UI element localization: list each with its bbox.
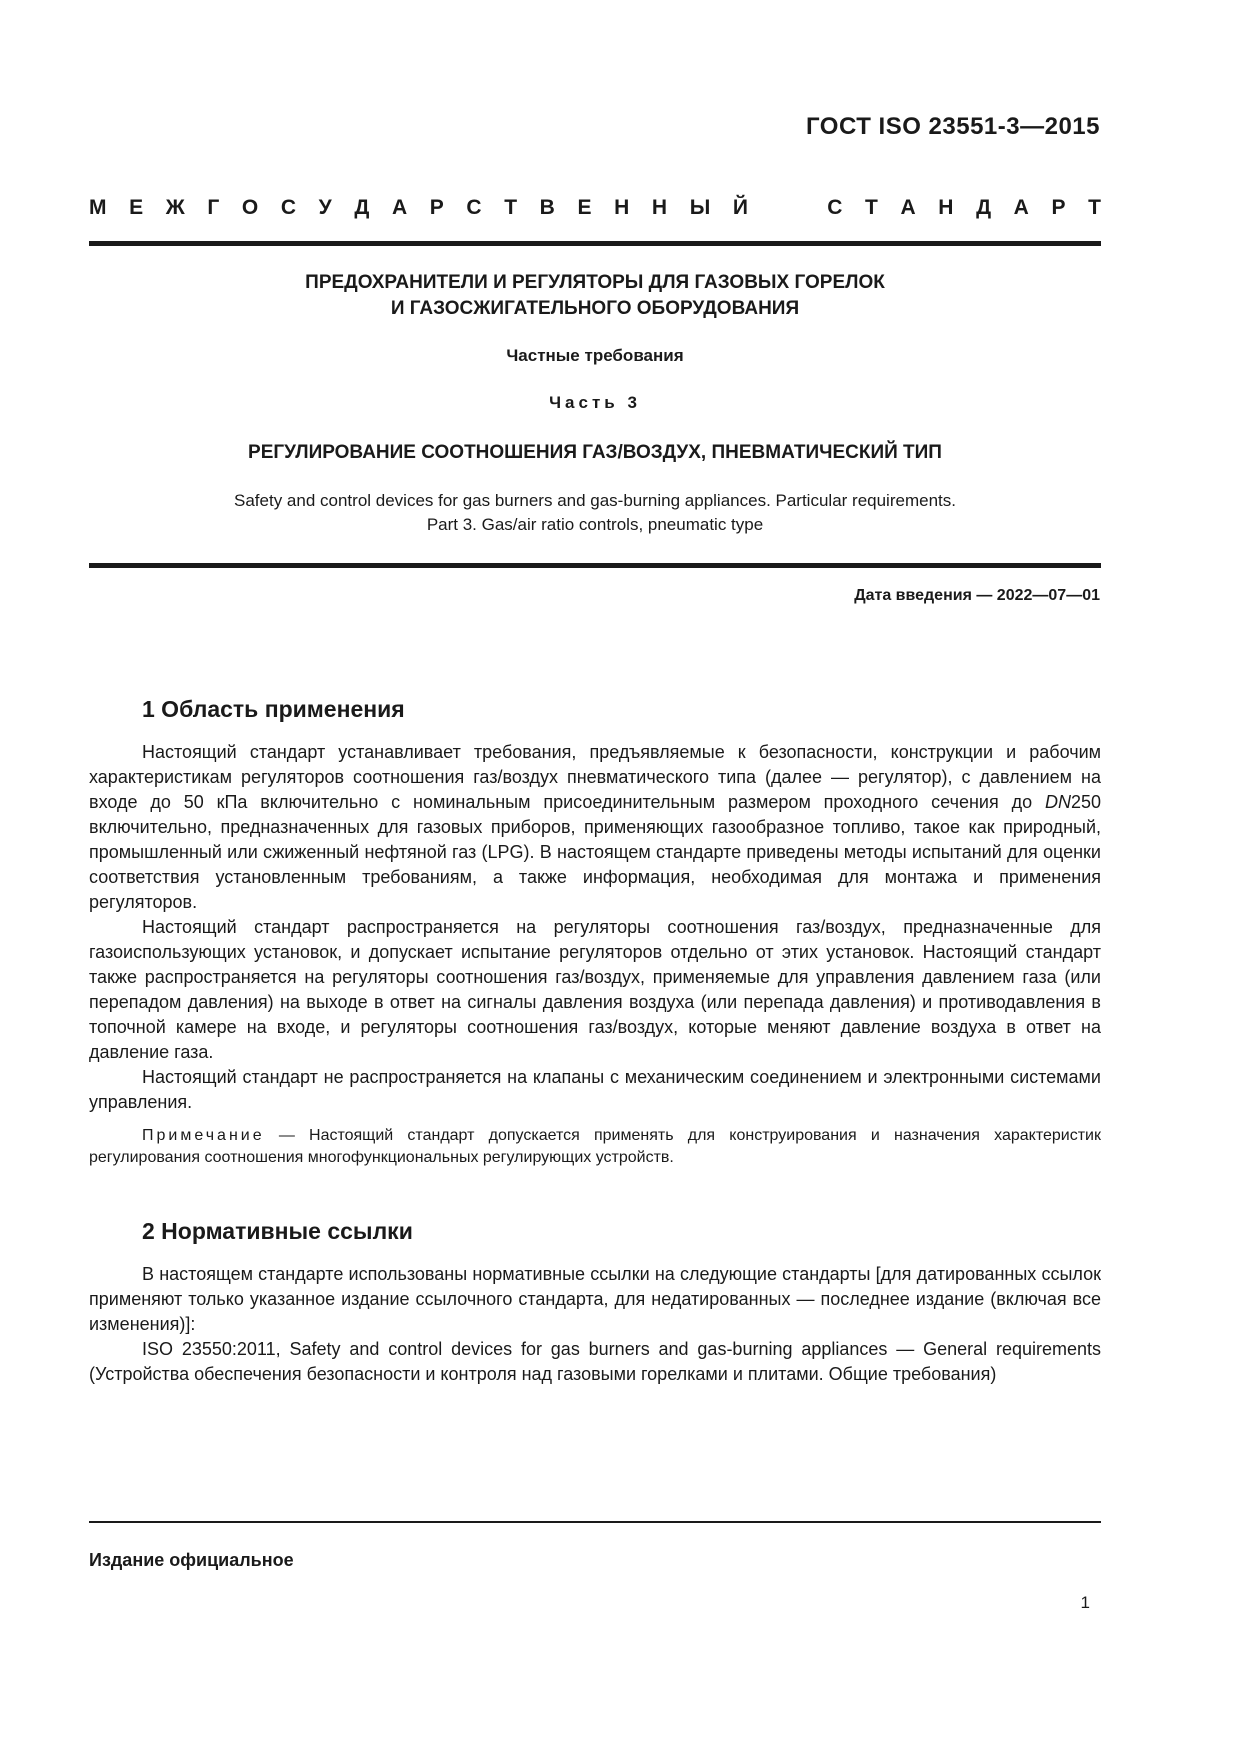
heading-letter: Д bbox=[976, 196, 992, 219]
section-1-paragraph-1: Настоящий стандарт устанавливает требования, предъявляемые к безопасности, конструкции и рабочим характеристикам регуляторов соотношения газ/воздух пневматического типа (далее — регулятор), с давлением на входе до 50 кПа включительно с номинальным присоединительным размером проходного сечения до DN250 включительно, предназначенных для газовых приборов, применяющих газообразное топливо, такое как природный, промышленный или сжиженный нефтяной газ (LPG). В настоящем стандарте приведены методы испытаний для оценки соответствия установленным требованиям, а также информация, необходимая для монтажа и применения регуляторов. bbox=[89, 742, 1101, 912]
section-1-body bbox=[89, 740, 1101, 1115]
heading-letter: М bbox=[89, 196, 107, 219]
note-label: Примечание bbox=[142, 1127, 265, 1144]
part-number: Часть 3 bbox=[549, 393, 641, 412]
english-title-line-1: Safety and control devices for gas burners and gas-burning appliances. Particular requirements. bbox=[234, 491, 956, 510]
title-block-divider bbox=[89, 563, 1101, 568]
section-2-paragraph-1: В настоящем стандарте использованы нормативные ссылки на следующие стандарты [для датированных ссылок применяют только указанное издание ссылочного стандарта, для недатированных — последнее издание (включая все изменения)]: bbox=[89, 1264, 1101, 1334]
section-1-paragraph-2: Настоящий стандарт распространяется на регуляторы соотношения газ/воздух, предназначенные для газоиспользующих установок, и допускает испытание регуляторов отдельно от этих установок. Настоящий стандарт также распространяется на регуляторы соотношения газ/воздух, применяемые для управления давлением газа (или перепадом давления) на выходе в ответ на сигналы давления воздуха (или перепада давления) и противодавления в топочной камере на входе, и регуляторы соотношения газ/воздух, которые меняют давление воздуха в ответ на давление газа. bbox=[89, 917, 1101, 1062]
document-code: ГОСТ ISO 23551-3—2015 bbox=[806, 113, 1100, 140]
heading-letter: Т bbox=[1088, 196, 1101, 219]
heading-letter: Ы bbox=[689, 196, 711, 219]
heading-letter: Ж bbox=[165, 196, 185, 219]
english-title bbox=[89, 489, 1101, 537]
heading-letter: Т bbox=[504, 196, 518, 219]
heading-letter: Р bbox=[1051, 196, 1066, 219]
section-1-paragraph-3: Настоящий стандарт не распространяется на клапаны с механическим соединением и электронными системами управления. bbox=[89, 1067, 1101, 1112]
heading-letter: Н bbox=[651, 196, 668, 219]
heading-letter: А bbox=[1013, 196, 1029, 219]
heading-letter: Н bbox=[938, 196, 954, 219]
english-title-line-2: Part 3. Gas/air ratio controls, pneumatic type bbox=[426, 515, 764, 534]
section-2-body bbox=[89, 1262, 1101, 1387]
heading-letter: Р bbox=[429, 196, 444, 219]
heading-letter: Е bbox=[577, 196, 592, 219]
heading-letter: С bbox=[827, 196, 843, 219]
part-title: РЕГУЛИРОВАНИЕ СООТНОШЕНИЯ ГАЗ/ВОЗДУХ, ПНЕВМАТИЧЕСКИЙ ТИП bbox=[248, 442, 942, 463]
heading-letter: Н bbox=[614, 196, 630, 219]
heading-letter: А bbox=[391, 196, 408, 219]
introduction-date: Дата введения — 2022—07—01 bbox=[854, 587, 1100, 604]
heading-letter: У bbox=[318, 196, 332, 219]
heading-letter: А bbox=[900, 196, 916, 219]
heading-letter: В bbox=[539, 196, 555, 219]
official-edition-label: Издание официальное bbox=[89, 1550, 294, 1570]
interstate-standard-heading bbox=[89, 192, 1101, 224]
section-1-heading: 1 Область применения bbox=[142, 696, 405, 722]
heading-letter: Й bbox=[732, 196, 748, 219]
title-line-1: ПРЕДОХРАНИТЕЛИ И РЕГУЛЯТОРЫ ДЛЯ ГАЗОВЫХ ГОРЕЛОК bbox=[305, 272, 885, 293]
section-2-reference: ISO 23550:2011, Safety and control devices for gas burners and gas-burning appliances — General requirements (Устройства обеспечения безопасности и контроля над газовыми горелками и плитами. Общие требования) bbox=[89, 1339, 1101, 1384]
document-subtitle: Частные требования bbox=[506, 346, 684, 365]
top-divider bbox=[89, 241, 1101, 246]
heading-letter: Т bbox=[865, 196, 878, 219]
note-text: — Настоящий стандарт допускается применять для конструирования и назначения характеристик регулирования соотношения многофункциональных регулирующих устройств. bbox=[89, 1127, 1101, 1166]
page-number: 1 bbox=[1080, 1593, 1090, 1612]
heading-letter: С bbox=[466, 196, 482, 219]
section-2-heading: 2 Нормативные ссылки bbox=[142, 1218, 413, 1244]
heading-letter: Г bbox=[207, 196, 220, 219]
heading-letter: О bbox=[241, 196, 259, 219]
title-line-2: И ГАЗОСЖИГАТЕЛЬНОГО ОБОРУДОВАНИЯ bbox=[390, 298, 800, 319]
footer-divider bbox=[89, 1521, 1101, 1523]
document-title bbox=[89, 270, 1101, 322]
heading-letter: Д bbox=[354, 196, 370, 219]
heading-letter: С bbox=[280, 196, 297, 219]
heading-letter: Е bbox=[129, 196, 144, 219]
section-1-note bbox=[89, 1125, 1101, 1169]
